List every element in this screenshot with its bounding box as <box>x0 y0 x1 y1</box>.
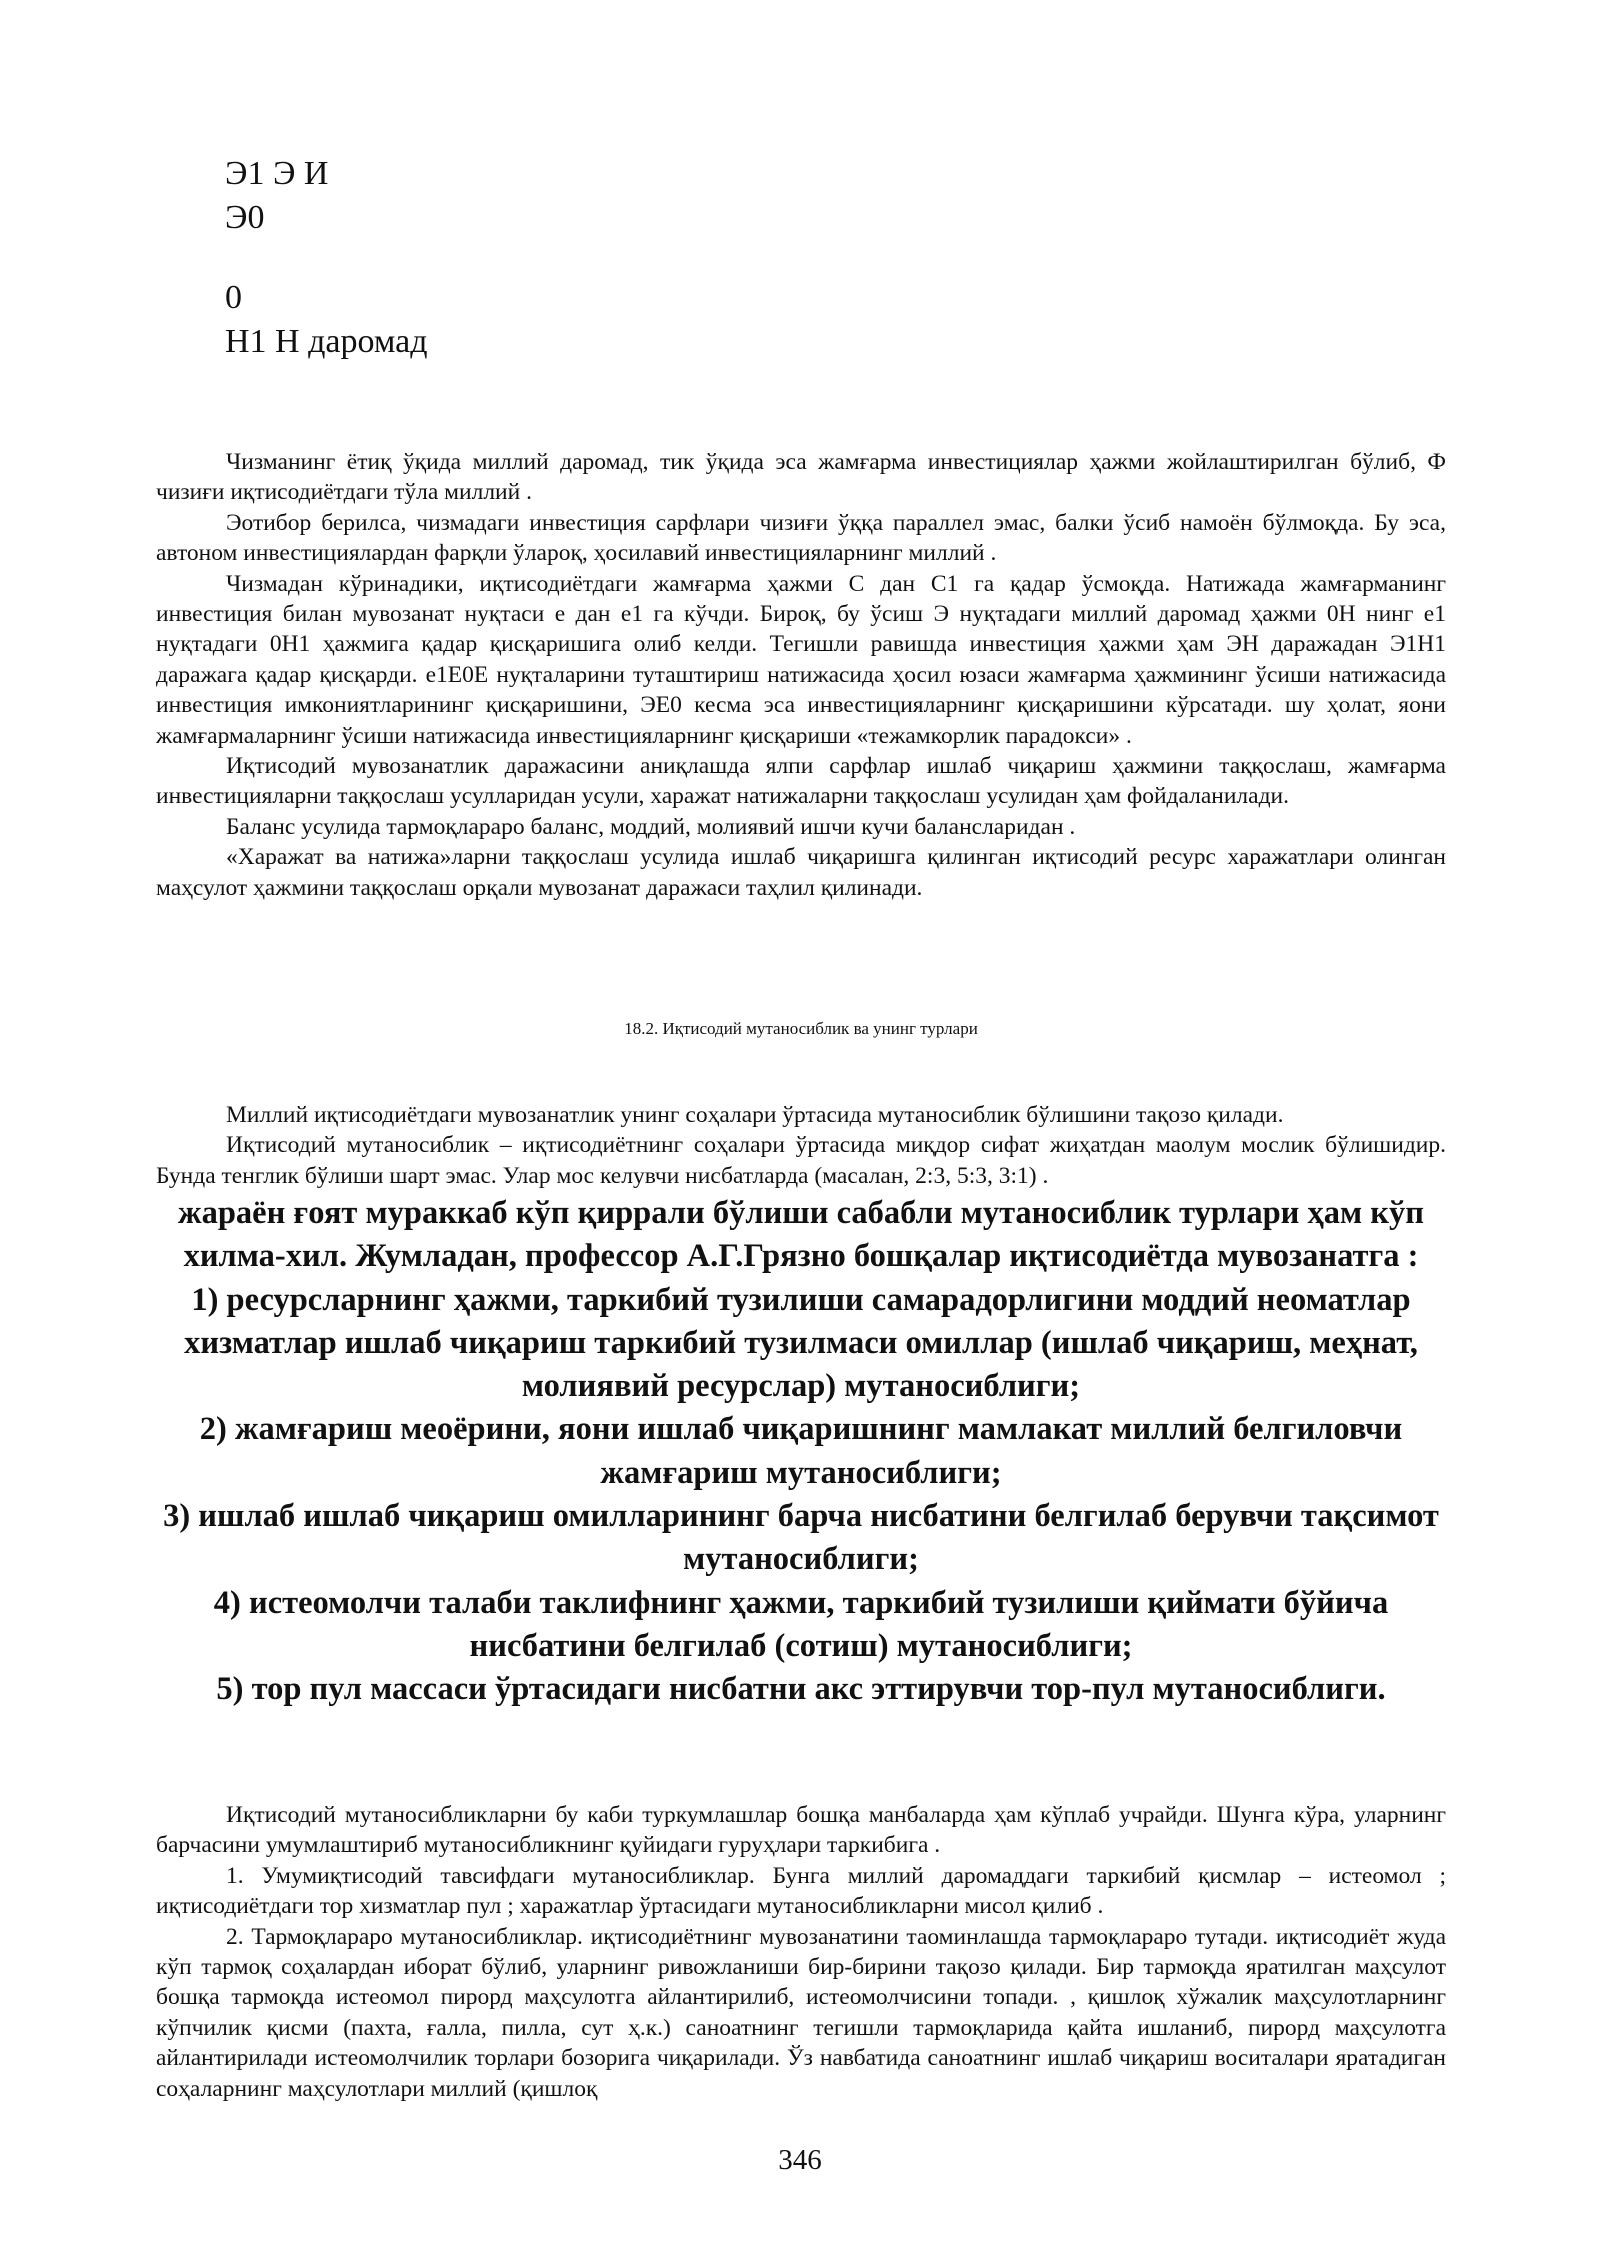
paragraph: 2. Тармоқлараро мутаносибликлар. иқтисодиётнинг мувозанатини таоминлашда тармоқлараро тутади. иқтисодиёт жуда кўп тармоқ соҳалардан иборат бўлиб, уларнинг ривожланиши бир-бирини тақозо қилади. Бир тармоқда яратилган маҳсулот бошқа тармоқда истеомол пирорд маҳсулотга айлантирилиб, истеомолчисини топади. , қишлоқ хўжалик маҳсулотларнинг кўпчилик қисми (пахта, ғалла, пилла, сут ҳ.к.) саноатнинг тегишли тармоқларида қайта ишланиб, пирорд маҳсулотга айлантирилади истеомолчилик торлари бозорига чиқарилади. Ўз навбатида саноатнинг ишлаб чиқариш воситалари яратадиган соҳаларнинг маҳсулотлари миллий (қишлоқ <box>156 1923 1446 2102</box>
body-text-section-3 <box>156 1800 1446 2104</box>
figure-label: Н1 Н даромад <box>225 323 428 360</box>
paragraph: Баланс усулида тармоқлараро баланс, моддий, молиявий ишчи кучи балансларидан . <box>226 813 1076 840</box>
bold-list-item: 1) ресурсларнинг ҳажми, таркибий тузилиши самарадорлигини моддий неоматлар хизматлар ишлаб чиқариш таркибий тузилмаси омиллар (ишлаб чиқариш, меҳнат, молиявий ресурслар) мутаносиблиги; <box>184 1281 1418 1405</box>
figure-label: 0 <box>225 279 242 316</box>
bold-list-item: 4) истеомолчи талаби таклифнинг ҳажми, таркибий тузилиши қиймати бўйича нисбатини белгилаб (сотиш) мутаносиблиги; <box>213 1584 1389 1664</box>
bold-list-item: 3) ишлаб ишлаб чиқариш омилларининг барча нисбатини белгилаб берувчи тақсимот мутаносиблиги; <box>163 1498 1439 1578</box>
figure-label: Э1 Э И <box>225 155 329 192</box>
figure-label: Э0 <box>225 199 265 236</box>
bold-list-item: 5) тор пул массаси ўртасидаги нисбатни акс эттирувчи тор-пул мутаносиблиги. <box>216 1671 1386 1708</box>
paragraph: Иқтисодий мувозанатлик даражасини аниқлашда ялпи сарфлар ишлаб чиқариш ҳажмини таққослаш, жамғарма инвестицияларни таққослаш усулларидан усули, харажат натижаларни таққослаш усулидан ҳам фойдаланилади. <box>156 753 1446 810</box>
bold-paragraph: жараён ғоят мураккаб кўп қиррали бўлиши сабабли мутаносиблик турлари ҳам кўп хилма-хил. Жумладан, профессор А.Г.Грязно бошқалар иқтисодиётда мувозанатга : <box>178 1195 1424 1275</box>
paragraph: 1. Умумиқтисодий тавсифдаги мутаносибликлар. Бунга миллий даромаддаги таркибий қисмлар – истеомол ; иқтисодиётдаги тор хизматлар пул ; харажатлар ўртасидаги мутаносибликларни мисол қилиб . <box>156 1862 1446 1920</box>
bold-list-section <box>156 1192 1446 1712</box>
paragraph: Миллий иқтисодиётдаги мувозанатлик унинг соҳалари ўртасида мутаносиблик бўлишини тақозо қилади. <box>226 1102 1284 1128</box>
paragraph: «Харажат ва натижа»ларни таққослаш усулида ишлаб чиқаришга қилинган иқтисодий ресурс харажатлари олинган маҳсулот ҳажмини таққослаш орқали мувозанат даражаси таҳлил қилинади. <box>156 844 1446 901</box>
page-number: 346 <box>778 2144 822 2176</box>
section-heading: 18.2. Иқтисодий мутаносиблик ва унинг турлари <box>624 1019 978 1038</box>
paragraph: Иқтисодий мутаносибликларни бу каби туркумлашлар бошқа манбаларда ҳам кўплаб учрайди. Шунга кўра, уларнинг барчасини умумлаштириб мутаносибликнинг қуйидаги гуруҳлари таркибига . <box>156 1802 1446 1859</box>
body-text-section-1 <box>156 447 1446 903</box>
paragraph: Чизманинг ётиқ ўқида миллий даромад, тик ўқида эса жамғарма инвестициялар ҳажми жойлаштирилган бўлиб, Ф чизиғи иқтисодиётдаги тўла миллий . <box>156 449 1446 506</box>
paragraph: Иқтисодий мутаносиблик – иқтисодиётнинг соҳалари ўртасида миқдор сифат жиҳатдан маолум мослик бўлишидир. Бунда тенглик бўлиши шарт эмас. Улар мос келувчи нисбатларда (масалан, 2:3, 5:3, 3:1) . <box>156 1132 1446 1189</box>
figure-axis-labels <box>225 152 428 364</box>
bold-list-item: 2) жамғариш меоёрини, яони ишлаб чиқаришнинг мамлакат миллий белгиловчи жамғариш мутаносиблиги; <box>199 1411 1403 1491</box>
paragraph: Эотибор берилса, чизмадаги инвестиция сарфлари чизиғи ўққа параллел эмас, балки ўсиб намоён бўлмоқда. Бу эса, автоном инвестициялардан фарқли ўлароқ, ҳосилавий инвестицияларнинг миллий . <box>156 509 1446 567</box>
paragraph: Чизмадан кўринадики, иқтисодиётдаги жамғарма ҳажми С дан С1 га қадар ўсмоқда. Натижада жамғарманинг инвестиция билан мувозанат нуқтаси е дан е1 га кўчди. Бироқ, бу ўсиш Э нуқтадаги миллий даромад ҳажми 0Н нинг е1 нуқтадаги 0Н1 ҳажмига қадар қисқаришига олиб келди. Тегишли равишда инвестиция ҳажми ҳам ЭН даражадан Э1Н1 даражага қадар қисқарди. е1Е0Е нуқталарини туташтириш натижасида ҳосил юзаси жамғарма ҳажмининг ўсиши натижасида инвестиция имкониятларининг қисқаришини, ЭЕ0 кесма эса инвестицияларнинг қисқаришини кўрсатади. шу ҳолат, яони жамғармаларнинг ўсиши натижасида инвестицияларнинг қисқариши «тежамкорлик парадокси» . <box>156 570 1446 749</box>
body-text-section-2 <box>156 1100 1446 1191</box>
